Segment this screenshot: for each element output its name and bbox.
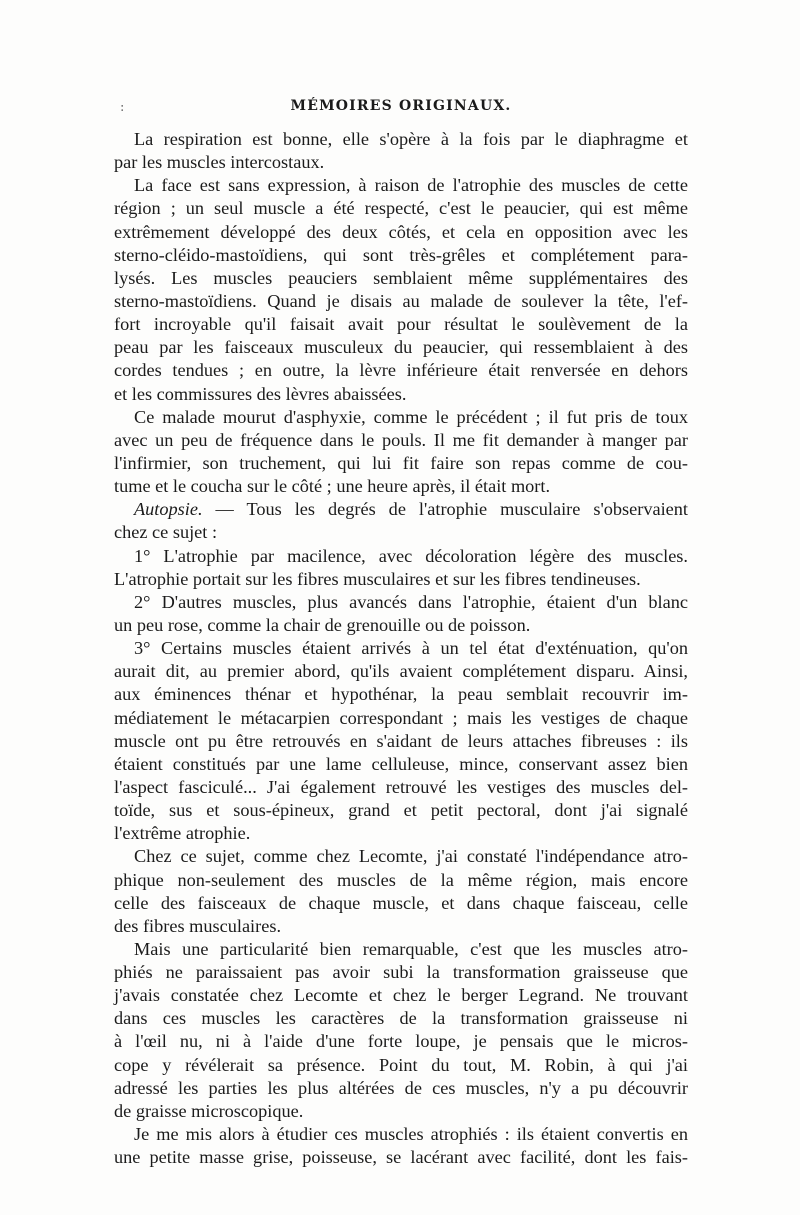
text-line: une petite masse grise, poisseuse, se lacérant avec facilité, dont les fais- [114, 1147, 688, 1168]
text-line: 2° D'autres muscles, plus avancés dans l'atrophie, étaient d'un blanc [134, 591, 688, 612]
text-line: aux éminences thénar et hypothénar, la peau semblait recouvrir im- [114, 684, 688, 705]
text-line: dans ces muscles les caractères de la transformation graisseuse ni [114, 1008, 688, 1029]
text-line: avec un peu de fréquence dans le pouls. Il me fit demander à manger par [114, 429, 688, 450]
text-line: phiés ne paraissaient pas avoir subi la transformation graisseuse que [114, 962, 688, 983]
italic-heading: Autopsie. [134, 499, 203, 520]
text-line: de graisse microscopique. [114, 1100, 304, 1121]
text-line: étaient constitués par une lame celluleuse, mince, conservant assez bien [114, 753, 688, 774]
text-line: à l'œil nu, ni à l'aide d'une forte loupe, je pensais que le micros- [114, 1031, 688, 1052]
text-line: par les muscles intercostaux. [114, 152, 325, 173]
text-line: L'atrophie portait sur les fibres musculaires et sur les fibres tendineuses. [114, 568, 641, 589]
text-line: j'avais constatée chez Lecomte et chez le berger Legrand. Ne trouvant [114, 985, 688, 1006]
text-line: Autopsie. — Tous les degrés de l'atrophie musculaire s'observaient [134, 499, 688, 520]
text-line: 1° L'atrophie par macilence, avec décoloration légère des muscles. [134, 545, 688, 566]
text-line: médiatement le métacarpien correspondant ; mais les vestiges de chaque [114, 707, 688, 728]
text-line: La face est sans expression, à raison de l'atrophie des muscles de cette [134, 175, 688, 196]
margin-mark: : [120, 100, 125, 115]
text-line: l'aspect fasciculé... J'ai également retrouvé les vestiges des muscles del- [114, 776, 688, 797]
text-line: cordes tendues ; en outre, la lèvre inférieure était renversée en dehors [114, 360, 688, 381]
text-line: l'infirmier, son truchement, qui lui fit faire son repas comme de cou- [114, 452, 688, 473]
running-header [114, 98, 688, 122]
text-line: Ce malade mourut d'asphyxie, comme le précédent ; il fut pris de toux [134, 406, 688, 427]
text-line: des fibres musculaires. [114, 915, 282, 936]
text-line: et les commissures des lèvres abaissées. [114, 383, 407, 404]
text-line: chez ce sujet : [114, 522, 218, 543]
body-text [114, 128, 688, 1169]
text-line: Chez ce sujet, comme chez Lecomte, j'ai constaté l'indépendance atro- [134, 846, 688, 867]
text-line: 3° Certains muscles étaient arrivés à un tel état d'exténuation, qu'on [134, 638, 688, 659]
text-line: région ; un seul muscle a été respecté, c'est le peaucier, qui est même [114, 198, 688, 219]
text-line: peau par les faisceaux musculeux du peaucier, qui ressemblaient à des [114, 337, 688, 358]
text-line: La respiration est bonne, elle s'opère à la fois par le diaphragme et [134, 129, 688, 149]
text-line: un peu rose, comme la chair de grenouille ou de poisson. [114, 614, 531, 635]
text-line: adressé les parties les plus altérées de ces muscles, n'y a pu découvrir [114, 1077, 688, 1098]
running-header-title: MÉMOIRES ORIGINAUX. [290, 98, 512, 114]
text-line: lysés. Les muscles peauciers semblaient même supplémentaires des [114, 267, 688, 288]
text-line: sterno-mastoïdiens. Quand je disais au malade de soulever la tête, l'ef- [114, 290, 688, 311]
text-line: Je me mis alors à étudier ces muscles atrophiés : ils étaient convertis en [134, 1124, 688, 1145]
text-line: Mais une particularité bien remarquable, c'est que les muscles atro- [134, 938, 688, 959]
text-line: phique non-seulement des muscles de la même région, mais encore [114, 869, 688, 890]
text-line: celle des faisceaux de chaque muscle, et dans chaque faisceau, celle [114, 892, 688, 913]
text-line: extrêmement développé des deux côtés, et cela en opposition avec les [114, 221, 688, 242]
text-line: l'extrême atrophie. [114, 823, 251, 844]
text-line: sterno-cléido-mastoïdiens, qui sont très-grêles et complétement para- [114, 244, 688, 265]
text-line: tume et le coucha sur le côté ; une heure après, il était mort. [114, 476, 551, 497]
text-line: toïde, sus et sous-épineux, grand et petit pectoral, dont j'ai signalé [114, 800, 688, 821]
text-line: fort incroyable qu'il faisait avait pour résultat le soulèvement de la [114, 314, 688, 335]
text-line: aurait dit, au premier abord, qu'ils avaient complétement disparu. Ainsi, [114, 661, 688, 682]
text-line: muscle ont pu être retrouvés en s'aidant de leurs attaches fibreuses : ils [114, 730, 688, 751]
text-line: cope y révélerait sa présence. Point du tout, M. Robin, à qui j'ai [114, 1054, 688, 1075]
